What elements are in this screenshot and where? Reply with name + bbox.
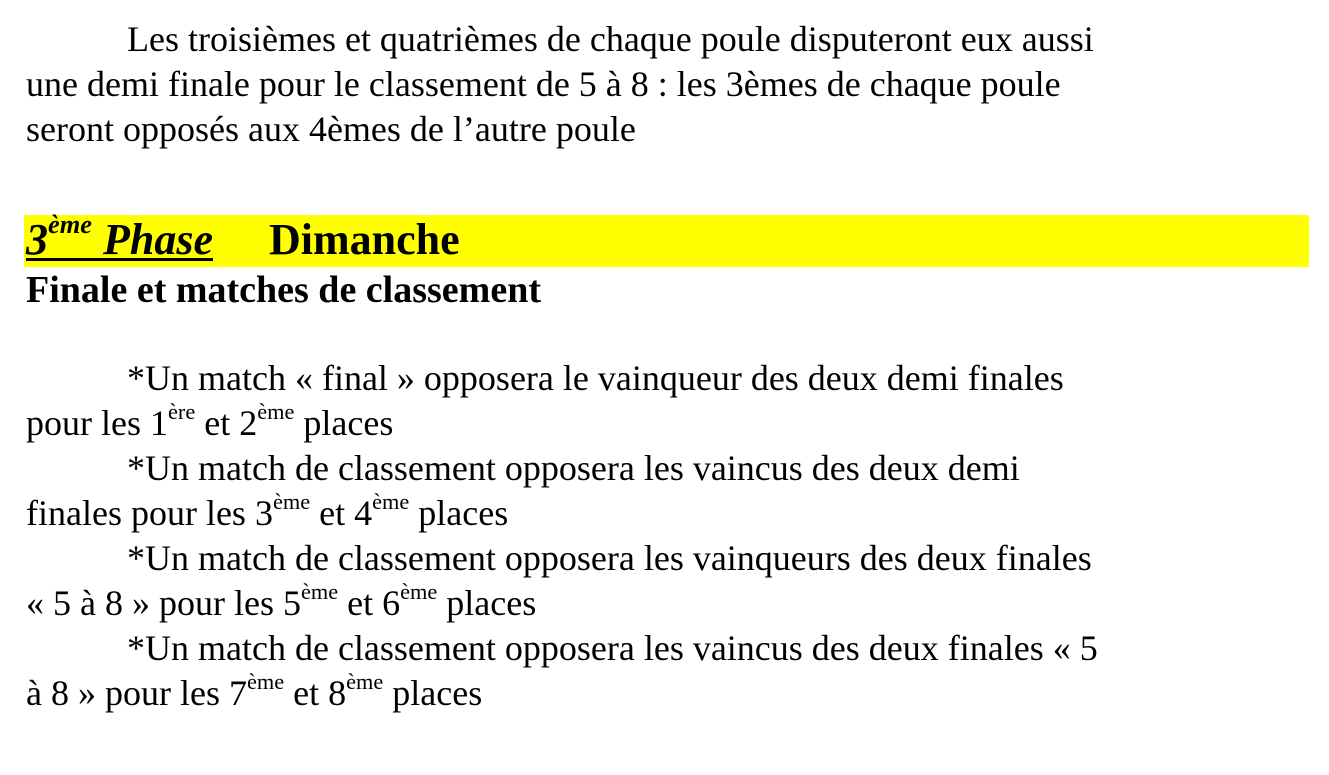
match-item-4 (26, 626, 1316, 716)
match-item-1 (26, 356, 1316, 446)
place-number: 5 (282, 583, 301, 623)
match-places (26, 668, 1316, 716)
places-word: places (409, 493, 509, 533)
places-and: et (310, 493, 355, 533)
match-description: *Un match « final » opposera le vainqueur des deux demi finales (127, 358, 1064, 398)
match-places (26, 398, 1316, 446)
place-number: 2 (239, 403, 258, 443)
intro-line-1 (26, 17, 1316, 62)
phase-number: 3 (26, 215, 48, 264)
place-suffix: ème (246, 668, 285, 694)
places-and: et (195, 403, 240, 443)
phase-subtitle: Finale et matches de classement (26, 269, 541, 311)
phase-heading (26, 209, 460, 268)
places-word: places (383, 673, 483, 713)
places-prefix: « 5 à 8 » pour les (26, 583, 283, 623)
places-word: places (437, 583, 537, 623)
match-description: *Un match de classement opposera les vaincus des deux demi (127, 448, 1020, 488)
matches-list (26, 356, 1316, 716)
places-and: et (338, 583, 383, 623)
intro-line-2: une demi finale pour le classement de 5 à 8 : les 3èmes de chaque poule (26, 64, 1061, 104)
places-prefix: pour les (26, 403, 150, 443)
match-line (26, 626, 1316, 671)
place-suffix: ème (300, 578, 339, 604)
places-prefix: finales pour les (26, 493, 255, 533)
match-line (26, 356, 1316, 401)
place-number: 8 (328, 673, 347, 713)
phase-day: Dimanche (268, 215, 460, 264)
place-number: 3 (254, 493, 273, 533)
match-line (26, 536, 1316, 581)
place-number: 7 (228, 673, 247, 713)
match-description: *Un match de classement opposera les vaincus des deux finales « 5 (127, 628, 1098, 668)
phase-word: Phase (102, 215, 213, 264)
match-description: *Un match de classement opposera les vainqueurs des deux finales (127, 538, 1092, 578)
match-places (26, 488, 1316, 536)
place-suffix: ème (400, 578, 438, 604)
intro-line-1-text: Les troisièmes et quatrièmes de chaque poule disputeront eux aussi (127, 19, 1094, 59)
place-suffix: ème (257, 398, 295, 424)
match-item-2 (26, 446, 1316, 536)
match-places (26, 578, 1316, 626)
places-word: places (294, 403, 394, 443)
place-suffix: ème (272, 488, 311, 514)
place-number: 4 (354, 493, 373, 533)
match-item-3 (26, 536, 1316, 626)
place-suffix: ère (167, 398, 196, 424)
place-number: 1 (149, 403, 168, 443)
place-suffix: ème (346, 668, 384, 694)
intro-line-3: seront opposés aux 4èmes de l’autre poule (26, 109, 636, 149)
place-suffix: ème (372, 488, 410, 514)
match-line (26, 446, 1316, 491)
intro-paragraph (26, 17, 1316, 152)
places-and: et (284, 673, 329, 713)
place-number: 6 (382, 583, 401, 623)
phase-title (26, 209, 213, 264)
places-prefix: à 8 » pour les (26, 673, 229, 713)
phase-number-sup: ème (48, 209, 92, 240)
